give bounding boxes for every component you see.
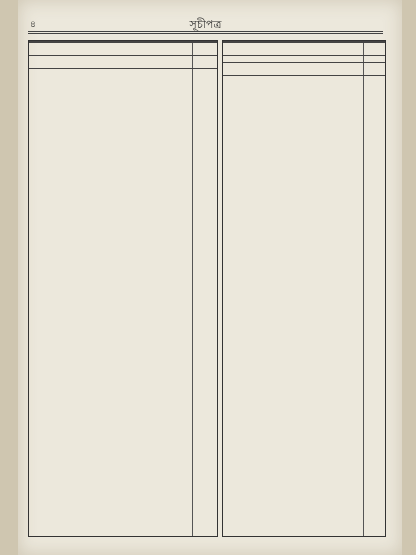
toc-entry-title xyxy=(33,42,136,43)
toc-entry-title xyxy=(227,75,297,76)
toc-column-left xyxy=(28,40,218,537)
toc-entry xyxy=(29,42,217,43)
toc-entry-page xyxy=(371,55,381,56)
spacer xyxy=(223,82,385,88)
page-number: ৪ xyxy=(30,20,36,30)
toc-entry-page xyxy=(371,62,381,63)
toc-entry-title xyxy=(33,68,80,69)
toc-column-right xyxy=(222,40,386,537)
toc-entry-title xyxy=(237,62,308,63)
page-title: সূচীপত্র xyxy=(189,18,222,31)
toc-entry-page xyxy=(366,75,381,76)
toc-entry xyxy=(223,62,385,63)
column-divider xyxy=(363,41,364,536)
toc-entry xyxy=(29,68,217,69)
column-divider xyxy=(192,41,193,536)
toc-entry xyxy=(223,42,385,43)
book-page xyxy=(18,0,402,555)
toc-entry-title xyxy=(227,55,251,56)
toc-entry-page xyxy=(203,55,213,56)
toc-entry xyxy=(223,55,385,56)
toc-entry-page xyxy=(203,68,213,69)
toc-entry-title xyxy=(43,55,97,56)
toc-entry-page xyxy=(371,42,381,43)
toc-entry-page xyxy=(203,42,213,43)
spacer xyxy=(29,69,217,75)
toc-entry xyxy=(29,55,217,56)
toc-entry xyxy=(223,75,385,76)
header-rule xyxy=(28,33,383,34)
toc-entry-title xyxy=(227,42,343,43)
page-header xyxy=(28,14,383,34)
header-rule xyxy=(28,31,383,32)
